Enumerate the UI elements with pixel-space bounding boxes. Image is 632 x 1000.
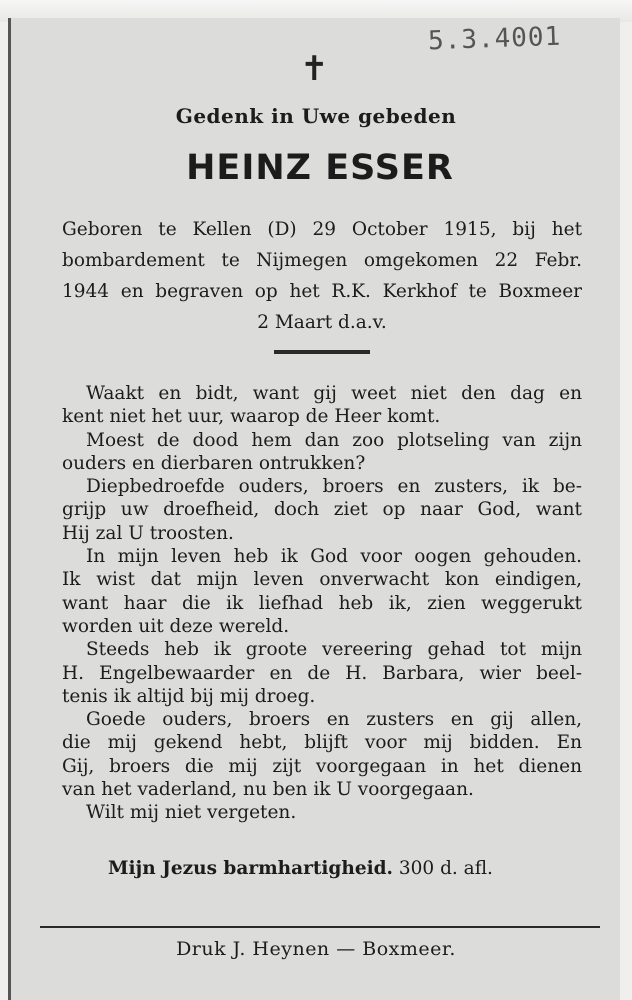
prayer-heading: Gedenk in Uwe gebeden bbox=[175, 104, 457, 128]
verse-line: kent niet het uur, waarop de Heer komt. bbox=[62, 406, 441, 428]
verse-line: worden uit deze wereld. bbox=[62, 615, 290, 637]
verse-line: van het vaderland, nu ben ik U voorgegaan. bbox=[62, 779, 474, 801]
verse-line: Hij zal U troosten. bbox=[62, 522, 234, 544]
memorial-text bbox=[62, 382, 582, 825]
indulgence-line bbox=[108, 858, 493, 879]
bio-line: 1944 en begraven op het R.K. Kerkhof te Boxmeer bbox=[62, 281, 582, 302]
verse-line: grijp uw droefheid, doch ziet op naar God, want bbox=[62, 499, 582, 521]
verse-line: In mijn leven heb ik God voor oogen gehouden. bbox=[86, 546, 582, 568]
short-divider bbox=[274, 350, 370, 354]
bio-line: 2 Maart d.a.v. bbox=[257, 312, 387, 333]
verse-line: Gij, broers die mij zijt voorgegaan in het dienen bbox=[62, 755, 582, 777]
latin-cross-icon: ✝ bbox=[300, 49, 329, 89]
footer-divider bbox=[40, 926, 600, 928]
verse-line: Steeds heb ik groote vereering gehad tot mijn bbox=[86, 639, 582, 661]
verse-line: Diepbedroefde ouders, broers en zusters, ik be- bbox=[86, 476, 582, 498]
verse-line: die mij gekend hebt, blijft voor mij bidden. En bbox=[62, 732, 582, 754]
verse-line: H. Engelbewaarder en de H. Barbara, wier beel- bbox=[62, 662, 582, 684]
indulgence-amount: 300 d. afl. bbox=[398, 858, 493, 879]
verse-line: ouders en dierbaren ontrukken? bbox=[62, 452, 366, 474]
verse-line: Ik wist dat mijn leven onverwacht kon eindigen, bbox=[62, 569, 582, 591]
verse-line: Goede ouders, broers en zusters en gij allen, bbox=[86, 709, 582, 731]
bio-line: Geboren te Kellen (D) 29 October 1915, bij het bbox=[62, 219, 582, 240]
indulgence-prayer: Mijn Jezus barmhartigheid. bbox=[108, 858, 393, 879]
verse-line: Waakt en bidt, want gij weet niet den dag en bbox=[86, 383, 582, 404]
deceased-name: HEINZ ESSER bbox=[186, 148, 454, 188]
verse-line: Wilt mij niet vergeten. bbox=[86, 802, 297, 824]
handwritten-archive-number: 5.3.4001 bbox=[427, 21, 562, 57]
verse-line: Moest de dood hem dan zoo plotseling van zijn bbox=[86, 429, 582, 451]
biography-paragraph bbox=[62, 214, 582, 338]
bio-line: bombardement te Nijmegen omgekomen 22 Febr. bbox=[62, 250, 582, 271]
printer-credit: Druk J. Heynen — Boxmeer. bbox=[176, 938, 456, 960]
verse-line: want haar die ik liefhad heb ik, zien weggerukt bbox=[62, 592, 582, 614]
verse-line: tenis ik altijd bij mij droeg. bbox=[62, 685, 316, 707]
